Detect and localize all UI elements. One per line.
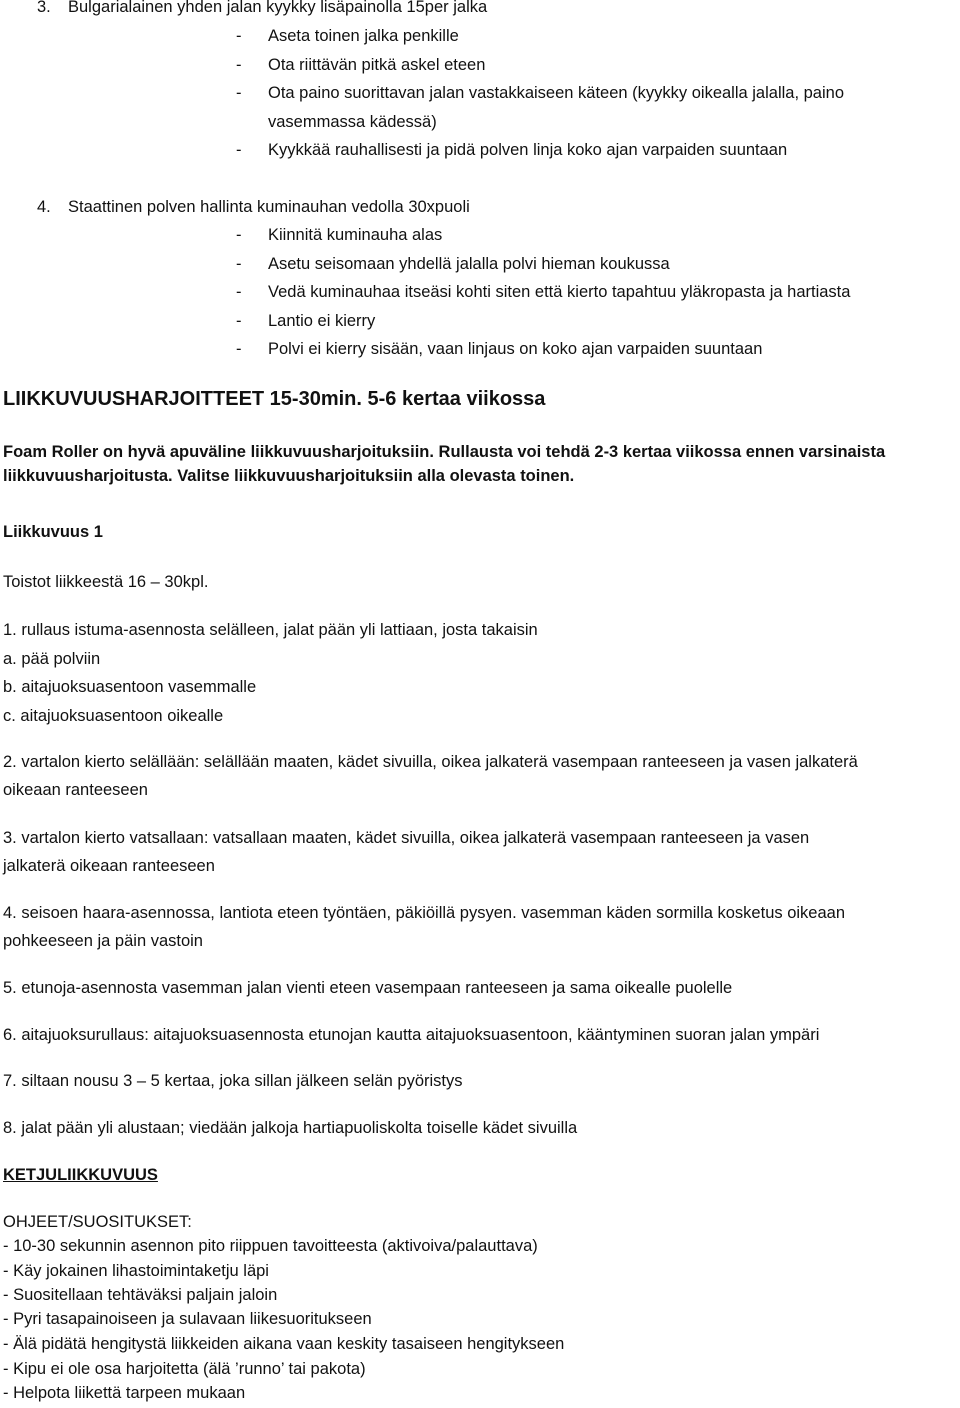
ex3-item-3: Ota paino suorittavan jalan vastakkaiseen käteen (kyykky oikealla jalalla, paino xyxy=(268,84,844,102)
ex4-dash-3: - xyxy=(236,283,242,301)
ex4-item-3: Vedä kuminauhaa itseäsi kohti siten että kierto tapahtuu yläkropasta ja hartiasta xyxy=(268,283,851,301)
ex3-dash-2: - xyxy=(236,56,242,74)
ex4-item-2: Asetu seisomaan yhdellä jalalla polvi hieman koukussa xyxy=(268,255,670,273)
ex4-number: 4. xyxy=(37,198,51,216)
mobility-move-8: 8. jalat pään yli alustaan; viedään jalkoja hartiapuoliskolta toiselle kädet sivuilla xyxy=(3,1119,578,1137)
ex4-dash-2: - xyxy=(236,255,242,273)
ex3-dash-1: - xyxy=(236,27,242,45)
mobility-move-2-line-1: 2. vartalon kierto selällään: selällään maaten, kädet sivuilla, oikea jalkaterä vasempaan ranteeseen ja vasen jalkaterä xyxy=(3,753,858,771)
ex3-title: Bulgarialainen yhden jalan kyykky lisäpainolla 15per jalka xyxy=(68,0,488,16)
ex4-item-1: Kiinnitä kuminauha alas xyxy=(268,226,443,244)
mobility-subheading: Liikkuvuus 1 xyxy=(3,523,103,541)
chain-item-4: - Pyri tasapainoiseen ja sulavaan liikesuoritukseen xyxy=(3,1310,372,1328)
mobility-move-6: 6. aitajuoksurullaus: aitajuoksuasennosta etunojan kautta aitajuoksuasentoon, kääntyminen suoran jalan ympäri xyxy=(3,1026,820,1044)
mobility-move-1a: a. pää polviin xyxy=(3,650,101,668)
chain-item-3: - Suositellaan tehtäväksi paljain jaloin xyxy=(3,1286,278,1304)
chain-item-7: - Helpota liikettä tarpeen mukaan xyxy=(3,1384,246,1402)
chain-item-5: - Älä pidätä hengitystä liikkeiden aikana vaan keskity tasaiseen hengitykseen xyxy=(3,1335,565,1353)
ex3-item-2: Ota riittävän pitkä askel eteen xyxy=(268,56,486,74)
ex4-title: Staattinen polven hallinta kuminauhan vedolla 30xpuoli xyxy=(68,198,470,216)
chain-item-6: - Kipu ei ole osa harjoitetta (älä ’runno’ tai pakota) xyxy=(3,1360,366,1378)
ex4-dash-1: - xyxy=(236,226,242,244)
chain-heading: KETJULIIKKUVUUS xyxy=(3,1166,158,1184)
chain-item-1: - 10-30 sekunnin asennon pito riippuen tavoitteesta (aktivoiva/palauttava) xyxy=(3,1237,538,1255)
mobility-move-4-line-2: pohkeeseen ja päin vastoin xyxy=(3,932,203,950)
ex4-item-4: Lantio ei kierry xyxy=(268,312,376,330)
ex3-item-1: Aseta toinen jalka penkille xyxy=(268,27,459,45)
ex4-item-5: Polvi ei kierry sisään, vaan linjaus on koko ajan varpaiden suuntaan xyxy=(268,340,763,358)
ex3-number: 3. xyxy=(37,0,51,16)
mobility-intro-line-1: Foam Roller on hyvä apuväline liikkuvuusharjoituksiin. Rullausta voi tehdä 2-3 kertaa viikossa ennen varsinaista xyxy=(3,443,886,461)
mobility-heading: LIIKKUVUUSHARJOITTEET 15-30min. 5-6 kertaa viikossa xyxy=(3,388,546,410)
chain-item-2: - Käy jokainen lihastoimintaketju läpi xyxy=(3,1262,269,1280)
mobility-move-5: 5. etunoja-asennosta vasemman jalan vienti eteen vasempaan ranteeseen ja sama oikealle puolelle xyxy=(3,979,733,997)
mobility-move-1b: b. aitajuoksuasentoon vasemmalle xyxy=(3,678,257,696)
mobility-move-3-line-1: 3. vartalon kierto vatsallaan: vatsallaan maaten, kädet sivuilla, oikea jalkaterä vasempaan ranteeseen ja vasen xyxy=(3,829,810,847)
mobility-move-1: 1. rullaus istuma-asennosta selälleen, jalat pään yli lattiaan, josta takaisin xyxy=(3,621,538,639)
mobility-move-3-line-2: jalkaterä oikeaan ranteeseen xyxy=(3,857,215,875)
mobility-intro-line-2: liikkuvuusharjoitusta. Valitse liikkuvuusharjoituksiin alla olevasta toinen. xyxy=(3,467,575,485)
ex4-dash-4: - xyxy=(236,312,242,330)
mobility-move-2-line-2: oikeaan ranteeseen xyxy=(3,781,148,799)
mobility-move-1c: c. aitajuoksuasentoon oikealle xyxy=(3,707,224,725)
mobility-move-4-line-1: 4. seisoen haara-asennossa, lantiota eteen työntäen, päkiöillä pysyen. vasemman käden sormilla kosketus oikeaan xyxy=(3,904,845,922)
ex3-item-3-cont: vasemmassa kädessä) xyxy=(268,113,437,131)
ex3-dash-3: - xyxy=(236,84,242,102)
mobility-reps: Toistot liikkeestä 16 – 30kpl. xyxy=(3,573,209,591)
ex4-dash-5: - xyxy=(236,340,242,358)
ex3-item-4: Kyykkää rauhallisesti ja pidä polven linja koko ajan varpaiden suuntaan xyxy=(268,141,788,159)
ex3-dash-4: - xyxy=(236,141,242,159)
mobility-move-7: 7. siltaan nousu 3 – 5 kertaa, joka sillan jälkeen selän pyöristys xyxy=(3,1072,463,1090)
chain-instructions-heading: OHJEET/SUOSITUKSET: xyxy=(3,1213,192,1231)
